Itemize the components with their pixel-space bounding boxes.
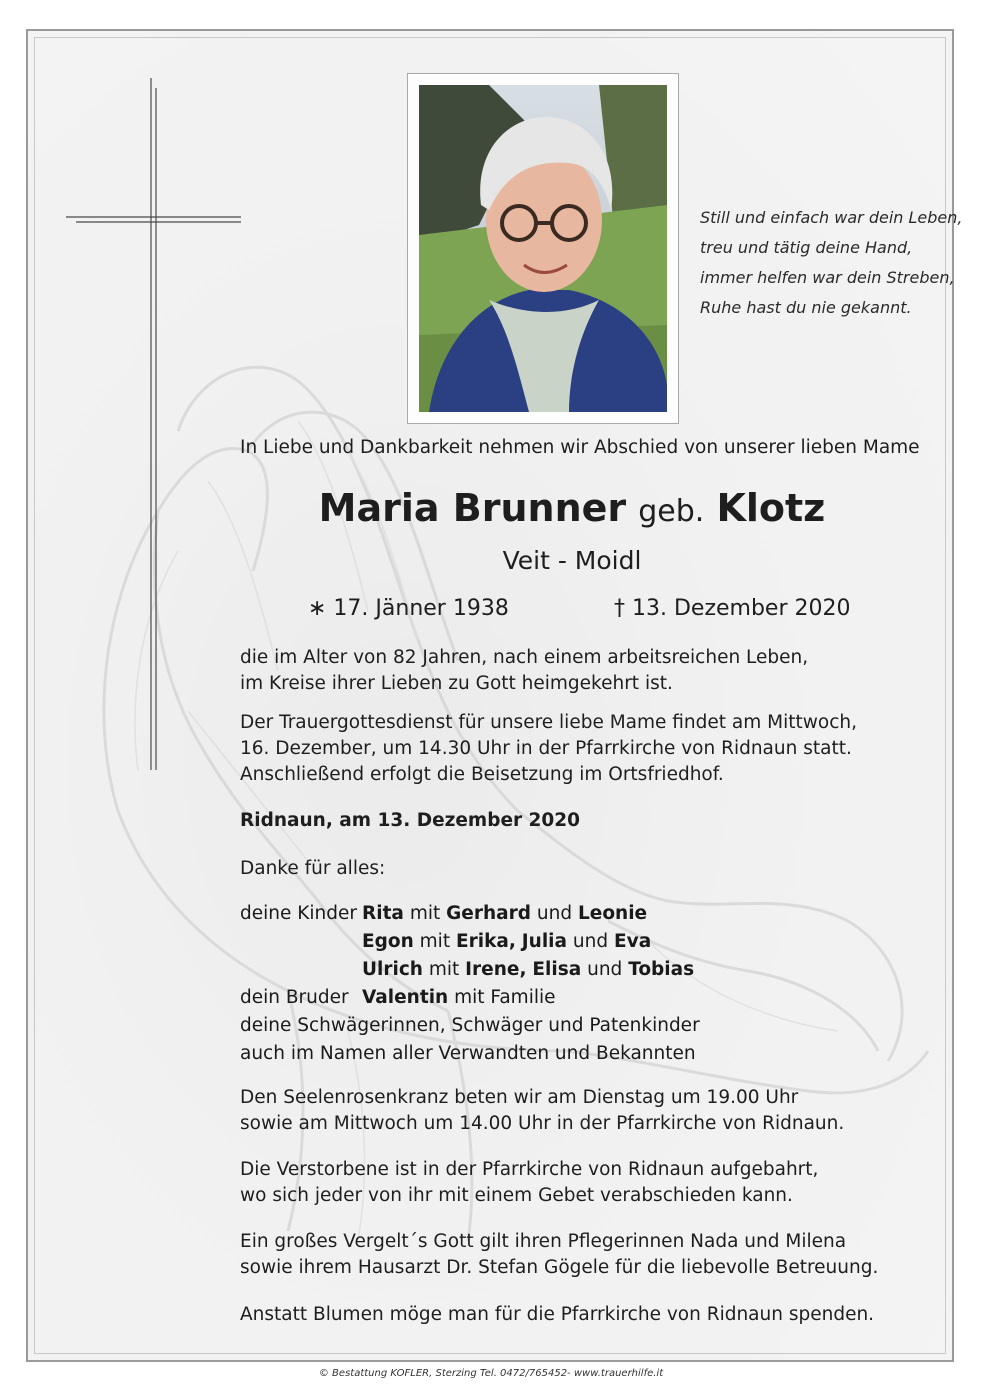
verse-line: Ruhe hast du nie gekannt. <box>700 298 912 317</box>
verse-line: Still und einfach war dein Leben, <box>700 208 963 227</box>
verse-line: treu und tätig deine Hand, <box>700 238 913 257</box>
death-date: † 13. Dezember 2020 <box>614 596 851 621</box>
paragraph-line: wo sich jeder von ihr mit einem Gebet verabschieden kann. <box>240 1185 793 1206</box>
paragraph-age <box>240 645 808 697</box>
name-first-last: Maria Brunner <box>318 486 627 530</box>
paragraph-donation: Anstatt Blumen möge man für die Pfarrkirche von Ridnaun spenden. <box>240 1304 875 1325</box>
portrait-photo <box>419 85 667 412</box>
brother-entry: Valentin mit Familie <box>362 987 556 1008</box>
child-entry: Rita mit Gerhard und Leonie <box>362 903 648 924</box>
nickname: Veit - Moidl <box>502 546 642 575</box>
paragraph-line: sowie ihrem Hausarzt Dr. Stefan Gögele für die liebevolle Betreuung. <box>240 1257 879 1278</box>
child-entry: Egon mit Erika, Julia und Eva <box>362 931 652 952</box>
family-row <box>240 928 700 956</box>
birth-date: ∗ 17. Jänner 1938 <box>308 596 509 621</box>
intro-text: In Liebe und Dankbarkeit nehmen wir Abschied von unserer lieben Mame <box>240 437 920 458</box>
name-born-prefix: geb. <box>638 494 705 529</box>
family-row <box>240 900 700 928</box>
paragraph-gratitude <box>240 1229 878 1281</box>
family-row <box>240 984 700 1012</box>
family-row: deine Schwägerinnen, Schwäger und Patenkinder <box>240 1015 700 1036</box>
paragraph-line: sowie am Mittwoch um 14.00 Uhr in der Pfarrkirche von Ridnaun. <box>240 1113 845 1134</box>
paragraph-line: im Kreise ihrer Lieben zu Gott heimgekehrt ist. <box>240 673 673 694</box>
paragraph-line: Den Seelenrosenkranz beten wir am Dienstag um 19.00 Uhr <box>240 1087 799 1108</box>
family-list <box>240 900 700 1068</box>
paragraph-line: 16. Dezember, um 14.30 Uhr in der Pfarrkirche von Ridnaun statt. <box>240 738 852 759</box>
place-date: Ridnaun, am 13. Dezember 2020 <box>240 810 581 831</box>
paragraph-line: Die Verstorbene ist in der Pfarrkirche von Ridnaun aufgebahrt, <box>240 1159 819 1180</box>
footer-credit: © Bestattung KOFLER, Sterzing Tel. 0472/765452- www.trauerhilfe.it <box>318 1368 664 1379</box>
paragraph-line: die im Alter von 82 Jahren, nach einem arbeitsreichen Leben, <box>240 647 809 668</box>
name-maiden: Klotz <box>716 486 826 530</box>
child-entry: Ulrich mit Irene, Elisa und Tobias <box>362 959 695 980</box>
paragraph-laid-out <box>240 1157 818 1209</box>
thanks-heading: Danke für alles: <box>240 858 386 879</box>
paragraph-line: Anschließend erfolgt die Beisetzung im Ortsfriedhof. <box>240 764 724 785</box>
family-row <box>240 956 700 984</box>
deceased-name <box>240 486 904 530</box>
paragraph-rosary <box>240 1085 844 1137</box>
paragraph-line: Der Trauergottesdienst für unsere liebe Mame findet am Mittwoch, <box>240 712 857 733</box>
children-label: deine Kinder <box>240 903 357 924</box>
life-dates <box>308 596 928 621</box>
family-row: auch im Namen aller Verwandten und Bekannten <box>240 1043 696 1064</box>
brother-label: dein Bruder <box>240 987 349 1008</box>
paragraph-line: Ein großes Vergelt´s Gott gilt ihren Pflegerinnen Nada und Milena <box>240 1231 847 1252</box>
paragraph-funeral <box>240 710 857 788</box>
verse-line: immer helfen war dein Streben, <box>700 268 955 287</box>
portrait-frame <box>407 73 679 424</box>
memorial-verse <box>700 203 963 323</box>
